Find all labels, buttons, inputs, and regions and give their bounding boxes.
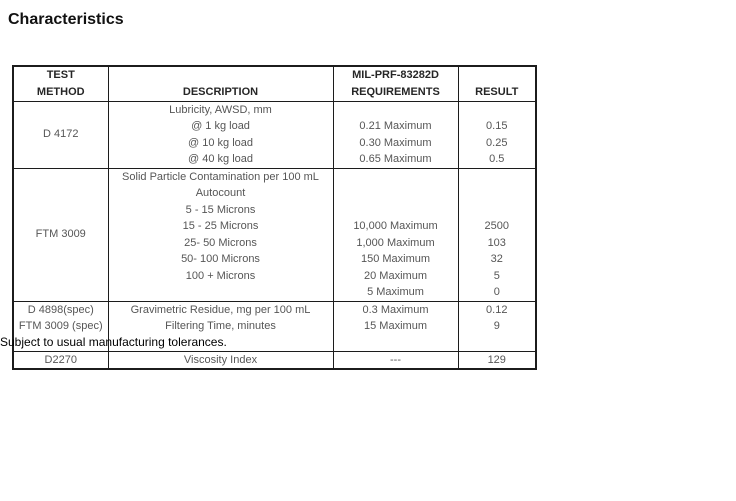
cell-description: Viscosity Index [108,351,333,369]
table-row-ftm3009 [13,168,536,301]
cell-result: 0.15 0.25 0.5 [458,101,536,168]
table-row-d4172 [13,101,536,168]
cell-test-method: D 4172 [13,101,108,168]
cell-requirements: 0.21 Maximum 0.30 Maximum 0.65 Maximum [333,101,458,168]
cell-test-method: FTM 3009 [13,168,108,301]
page-title: Characteristics [8,11,124,28]
column-header-requirements: MIL-PRF-83282D REQUIREMENTS [333,66,458,101]
footnote-text: Subject to usual manufacturing tolerances. [0,335,227,349]
cell-description: Gravimetric Residue, mg per 100 mL Filtering Time, minutes [108,301,333,351]
table-header-row [13,66,536,101]
cell-requirements: --- [333,351,458,369]
cell-result: 129 [458,351,536,369]
column-header-description: DESCRIPTION [108,66,333,101]
column-header-result: RESULT [458,66,536,101]
column-header-test-method: TEST METHOD [13,66,108,101]
characteristics-table [12,65,537,370]
table-row-d2270 [13,351,536,369]
cell-result: 0.12 9 [458,301,536,351]
cell-requirements: 0.3 Maximum 15 Maximum [333,301,458,351]
cell-test-method: D2270 [13,351,108,369]
cell-description: Lubricity, AWSD, mm @ 1 kg load @ 10 kg load @ 40 kg load [108,101,333,168]
cell-requirements: 10,000 Maximum 1,000 Maximum 150 Maximum 20 Maximum 5 Maximum [333,168,458,301]
cell-description: Solid Particle Contamination per 100 mL Autocount 5 - 15 Microns 15 - 25 Microns 25- 50 Microns 50- 100 Microns 100 + Microns [108,168,333,301]
cell-result: 2500 103 32 5 0 [458,168,536,301]
cell-test-method: D 4898(spec) FTM 3009 (spec) [13,301,108,351]
